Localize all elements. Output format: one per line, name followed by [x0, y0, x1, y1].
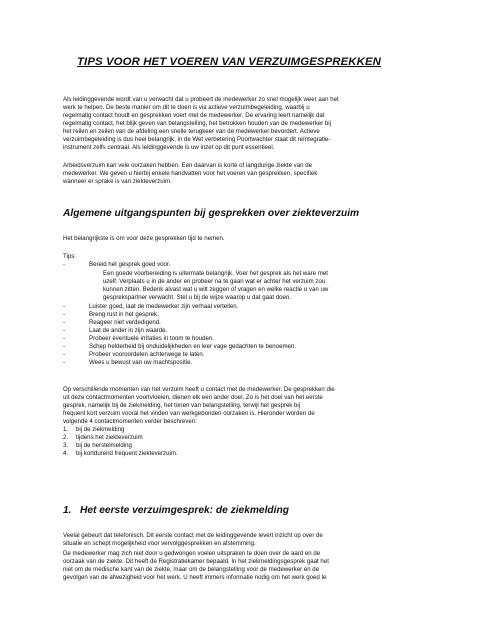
moment-number: 3.	[63, 442, 69, 449]
moment-item: bij de herstelmelding	[76, 442, 132, 449]
moment-number: 1.	[63, 426, 69, 433]
document-title: TIPS VOOR HET VOEREN VAN VERZUIMGESPREKKEN	[77, 56, 381, 68]
list-bullet: -	[63, 261, 66, 268]
body-line: situatie en schept mogelijkheid voor vervolggesprekken en afstemming.	[63, 540, 256, 547]
tip-item: Probeer eventuele irritaties in toom te houden.	[89, 335, 214, 342]
intro2-line: medewerker. We geven u hierbij enkele handvatten voor het voeren van gesprekken, specifiek	[63, 170, 318, 177]
intro-line: verzuimbegeleiding is dus heel belangrijk; in de Wet verbetering Poortwachter staat dit reïntegratie-	[63, 136, 331, 143]
body-line: niet om de medische kant van de ziekte, maar om de belangstelling voor de medewerker en de	[63, 566, 320, 573]
moment-item: bij de ziekmelding	[76, 426, 125, 433]
body-line: oorzaak van de ziekte. Dit heeft de Registratiekamer bepaald. In het ziekmeldingsgesprek gaat het	[63, 558, 329, 565]
body-line: gesprek, namelijk bij de ziekmelding, het tonen van belangstelling, terwijl het gesprek bij	[63, 402, 301, 409]
tip-item: Reageer niet verdedigend.	[89, 319, 161, 326]
section-lead: Het belangrijkste is om voor deze gesprekken tijd te nemen.	[63, 235, 225, 242]
tip-item: Bereid het gesprek goed voor.	[89, 261, 171, 268]
moment-item: tijdens het ziekteverzuim	[76, 434, 143, 441]
intro2-line: Arbeidsverzuim kan vele oorzaken hebben. Een daarvan is korte of langdurige ziekte van de	[63, 162, 312, 169]
intro-line: regelmatig contact, het blijk geven van belangstelling, het betrokken houden van de medewerker bij	[63, 120, 331, 127]
tip-item: Laat de ander in zijn waarde.	[89, 327, 168, 334]
body-line: De medewerker mag zich niet door u gedwongen voelen uitspraken te doen over de aard en de	[63, 550, 321, 557]
tip-item: Schep helderheid bij onduidelijkheden en leer vage gedachten te benoemen.	[89, 343, 297, 350]
section-heading-general: Algemene uitgangspunten bij gesprekken over ziekteverzuim	[63, 208, 360, 219]
tip-item: Probeer vooroordelen achterwege te laten.	[89, 351, 205, 358]
tips-label: Tips:	[63, 253, 76, 260]
list-bullet: -	[63, 351, 66, 358]
intro-line: regelmatig contact houdt en gesprekken voert met de medewerker. De ervaring leert namelijk dat	[63, 112, 325, 119]
moment-number: 2.	[63, 434, 69, 441]
list-bullet: -	[63, 343, 66, 350]
list-bullet: -	[63, 359, 66, 366]
tip-item: Breng rust in het gesprek.	[89, 311, 159, 318]
tip-sub-line: Een goede voorbereiding is uitermate belangrijk. Voer het gesprek als het ware met	[103, 270, 328, 277]
body-line: volgende 4 contactmomenten verder beschreven:	[63, 418, 197, 425]
list-bullet: -	[63, 311, 66, 318]
moment-item: bij kortdurend frequent ziekteverzuim.	[76, 450, 178, 457]
intro-line: instrument zelfs centraal. Als leidinggevende is uw inzet op dit punt essentieel.	[63, 144, 275, 151]
intro-line: Als leidinggevende wordt van u verwacht dat u probeert de medewerker zo snel mogelijk weer aan het	[63, 96, 339, 103]
tip-sub-line: kunnen zitten. Bedenk alvast wat u wilt zeggen of vragen en welke reactie u van uw	[103, 286, 329, 293]
body-line: frequent kort verzuim vooral het vinden van werkgebonden oorzaken is. Hieronder worden de	[63, 410, 315, 417]
body-line: Veelal gebeurt dat telefonisch. Dit eerste contact met de leidinggevende levert inzicht op over de	[63, 532, 323, 539]
tip-sub-line: gesprekspartner verwacht. Stel u bij de wijze waarop u dat gaat doen.	[103, 294, 291, 301]
section-heading-sick-report: Het eerste verzuimgesprek: de ziekmelding	[80, 505, 289, 516]
moment-number: 4.	[63, 450, 69, 457]
body-line: uit deze contactmomenten voortvloeien, dienen elk een ander doel. Zo is het doel van het eerste	[63, 394, 323, 401]
tip-item: Wees u bewust van uw machtspositie.	[89, 359, 193, 366]
intro-line: het reilen en zeilen van de afdeling een snelle terugkeer van de medewerker bevordert. Actieve	[63, 128, 320, 135]
intro2-line: wanneer er sprake is van ziekteverzuim.	[63, 178, 172, 185]
list-bullet: -	[63, 303, 66, 310]
intro-line: werk te helpen. De beste manier om dit te doen is via actieve verzuimbegeleiding, waarbij u	[63, 104, 310, 111]
list-bullet: -	[63, 335, 66, 342]
list-bullet: -	[63, 327, 66, 334]
list-bullet: -	[63, 319, 66, 326]
body-line: gevolgen van de afwezigheid voor het werk. U heeft immers informatie nodig om het werk goed te	[63, 574, 327, 581]
tip-item: Luister goed, laat de medewerker zijn verhaal vertellen.	[89, 303, 239, 310]
tip-sub-line: uzelf. Verplaats u in de ander en probeer na te gaan wat er achter het verzuim zou	[103, 278, 326, 285]
body-line: Op verschillende momenten van het verzuim heeft u contact met de medewerker. De gesprekken die	[63, 386, 335, 393]
section-number: 1.	[63, 505, 72, 516]
